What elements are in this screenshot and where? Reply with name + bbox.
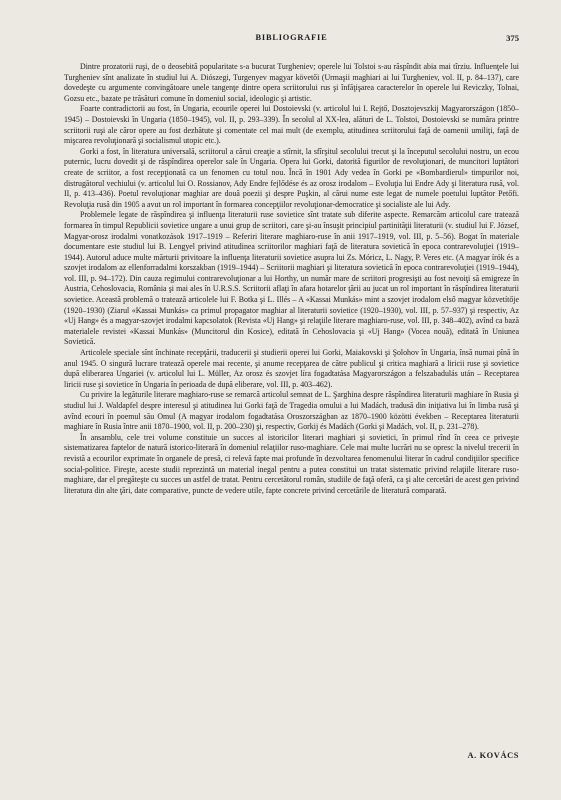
paragraph: În ansamblu, cele trei volume constituie un succes al istoricilor literari maghiari şi sovietici, în primul rînd în ceea ce priveşte sistematizarea faptelor de natură istorico-literară în domeniul relaţiilor ruso-maghiare. Cele mai multe lucrări nu se opresc la nivelul trecerii în revistă a ecourilor exprimate în organele de presă, ci relevă fapte mai profunde în dezvoltarea fenomenului literar în cadrul condiţiilor specifice social-politice. Fireşte, aceste studii reprezintă un material inegal pentru a putea constitui un tratat sistematic privind relaţiile literare ruso-maghiare, dar el pregăteşte cu succes un astfel de tratat. Pentru cercetătorul român, studiile de faţă oferă, ca şi alte cercetări de acest gen privind literatura din alte ţări, date comparative, puncte de vedere utile, fapte concrete privind cercetările de literatură comparată. bbox=[64, 432, 519, 495]
running-title: BIBLIOGRAFIE bbox=[255, 33, 328, 42]
paragraph: Dintre prozatorii ruşi, de o deosebită popularitate s-a bucurat Turgheniev; operele lui Tolstoi s-au răspîndit abia mai tîrziu. Influenţele lui Turgheniev sînt analizate în studiul lui A. Diószegi, Turgenyev magyar követői (Urmaşii maghiari ai lui Turgheniev, vol. II, p. 84–137), care dovedeşte cu argumente convingătoare unele tangenţe dintre opera scriitorului rus şi înfăţişarea caracterelor în operele lui Reviczky, Tolnai, Gozsu etc., bazate pe trăsături comune în domeniul social, ideologic şi artistic. bbox=[64, 62, 519, 103]
author-signature: A. KOVÁCS bbox=[467, 751, 519, 760]
paragraph: Articolele speciale sînt închinate recepţării, traducerii şi studierii operei lui Gorki, Maiakovski şi Şolohov în Ungaria, însă numai pînă în anul 1945. O singură lucrare tratează operele mai recente, şi anume recepţarea de către publicul şi critica maghiară a liricii ruse şi sovietice după eliberarea Ungariei (v. articolul lui L. Müller, Az orosz és szovjet líra fogadtatása Magyarországon a felszabadulás után – Receptarea liricii ruse şi sovietice în Ungaria în perioada de după eliberare, vol. III, p. 403–462). bbox=[64, 348, 519, 389]
body-text bbox=[64, 62, 519, 496]
page-number: 375 bbox=[506, 33, 519, 43]
paragraph: Gorki a fost, în literatura universală, scriitorul a cărui creaţie a stîrnit, la sfîrşitul secolului trecut şi la începutul secolului nostru, un ecou puternic, lucru dovedit şi de răspîndirea operelor sale în Ungaria. Opera lui Gorki, datorită figurilor de revoluţionari, de muncitori luptători create de scriitor, a fost recepţionată ca un fenomen cu totul nou. Încă în 1901 Ady vedea în Gorki pe «Bombardierul» timpurilor noi, distrugătorul vechiului (v. articolul lui O. Rossianov, Ady Endre fejlődése és az orosz irodalom – Evoluţia lui Endre Ady şi literatura rusă, vol. II, p. 413–436). Poetul revoluţionar maghiar are două poezii şi despre Puşkin, al cărui nume este legat de numele poetului luptător Petőfi. Revoluţia rusă din 1905 a avut un rol important în formarea concepţiilor revoluţionar-democratice şi socialiste ale lui Ady. bbox=[64, 146, 519, 209]
paragraph: Problemele legate de răspîndirea şi influenţa literaturii ruse sovietice sînt tratate sub diferite aspecte. Remarcăm articolul care tratează formarea în timpul Republicii sovietice ungare a unui grup de scriitori, care şi-au însuşit principiul partinităţii literaturii (v. studiul lui F. József, Magyar-orosz irodalmi vonatkozások 1917–1919 – Referiri literare maghiaro-ruse în anii 1917–1919, vol. III, p. 5–56). Bogat în materiale documentare este studiul lui B. Lengyel privind atitudinea scriitorilor maghiari faţă de literatura sovietică în epoca contrarevoluţiei (1919–1944). Autorul aduce multe mărturii privitoare la influenţa literaturii sovietice asupra lui Zs. Móricz, L. Nagy, P. Veres etc. (A magyar írók és a szovjet irodalom az ellenforradalmi korszakban (1919–1944) – Scriitorii maghiari şi literatura sovietică în epoca contrarevoluţiei (1919–1944), vol. III, p. 94–172). Din cauza regimului contrarevoluţionar a lui Horthy, un număr mare de scriitori progresişti au fost nevoiţi să emigreze în Austria, Cehoslovacia, România şi mai ales în U.R.S.S. Scriitorii aflaţi în afara hotarelor ţării au jucat un rol important în răspîndirea literaturii sovietice. Această problemă o tratează articolele lui F. Botka şi L. Illés – A «Kassai Munkás» mint a szovjet irodalom első magyar közvetítője (1920–1930) (Ziarul «Kassai Munkás» ca primul propagator maghiar al literaturii sovietice (1920–1930), vol. III, p. 57–937) şi respectiv, Az «Uj Hang» és a magyar-szovjet irodalmi kapcsolatok (Revista «Uj Hang» şi relaţiile literare maghiaro-ruse, vol. III, p. 348–402), avînd ca bază materialele revistei «Kassai Munkás» (Muncitorul din Kosice), editată în Cehoslovacia şi «Uj Hang» (Vocea nouă), editată în Uniunea Sovietică. bbox=[64, 210, 519, 347]
page-header bbox=[64, 33, 519, 45]
paragraph: Foarte contradictorii au fost, în Ungaria, ecourile operei lui Dostoievski (v. articolul lui I. Rejtő, Dosztojevszkij Magyarországon (1850–1945) – Dostoievski în Ungaria (1850–1945), vol. II, p. 293–339). În secolul al XX-lea, alături de L. Tolstoi, Dostoievski se număra printre scriitorii ruşi ale căror opere au fost dezbătute şi comentate cel mai mult (de exemplu, atitudinea scriitorului faţă de oamenii umiliţi, faţă de mişcarea revoluţionară şi socialismul utopic etc.). bbox=[64, 104, 519, 146]
paragraph: Cu privire la legăturile literare maghiaro-ruse se remarcă articolul semnat de L. Şarghina despre răspîndirea literaturii maghiare în Rusia şi studiul lui J. Waldapfel despre interesul şi atitudinea lui Gorki faţă de Tragedia omului a lui Madách, tradusă din iniţiativa lui în limba rusă şi avînd ecouri în poemul său Omul (A magyar irodalom fogadtatása Oroszországban az 1870–1900 közötti években – Receptarea literaturii maghiare în Rusia între anii 1870–1900, vol. II, p. 200–230) şi, respectiv, Gorkij és Madách (Gorki şi Madách, vol. II, p. 231–278). bbox=[64, 390, 519, 432]
